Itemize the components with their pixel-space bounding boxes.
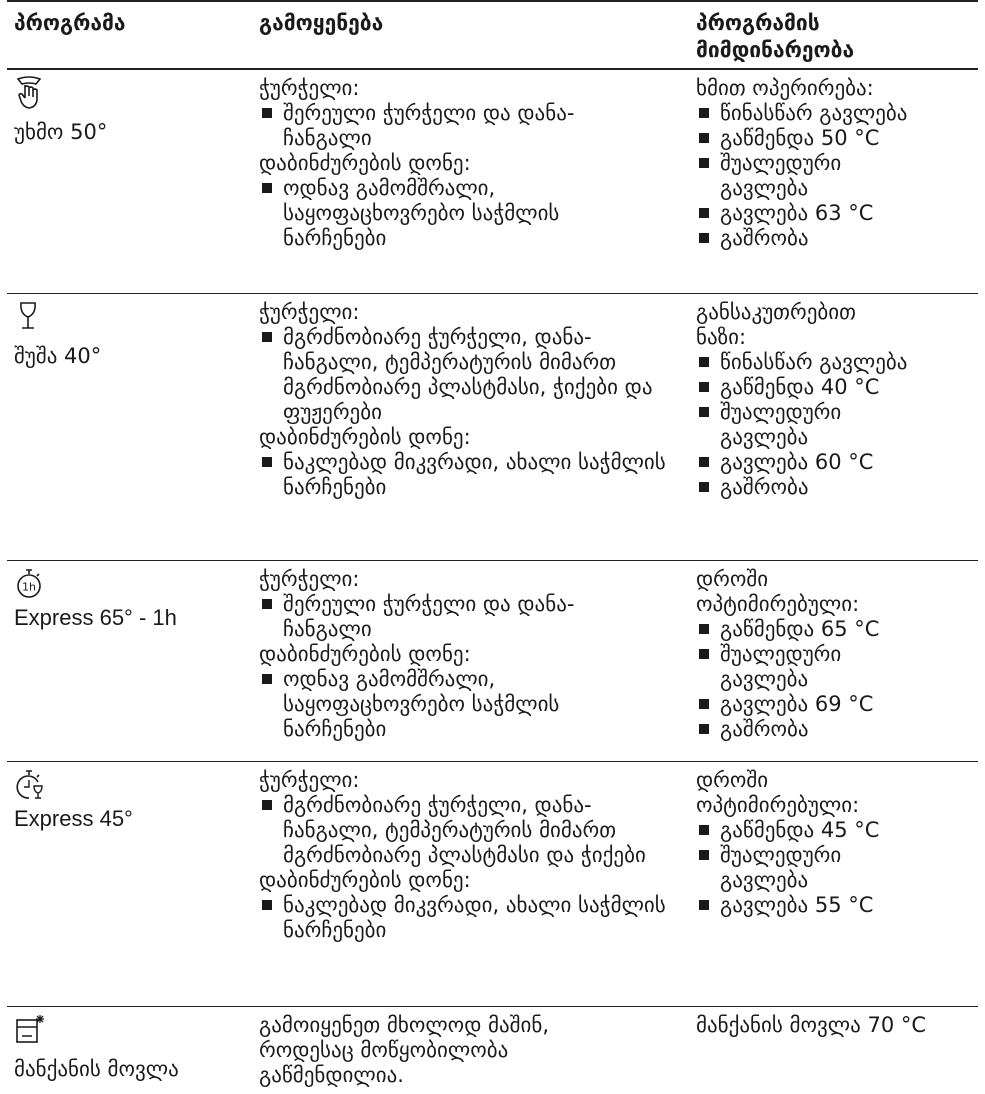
- dishes-item: მგრძნობიარე ჭურჭელი, დანა-ჩანგალი, ტემპერატურის მიმართ მგრძნობიარე პლასტმასი და ჭიქები: [259, 793, 678, 868]
- svg-text:1h: 1h: [22, 580, 36, 593]
- header-usage: გამოყენება: [252, 1, 689, 69]
- process-label: დროში ოპტიმირებული:: [696, 767, 860, 817]
- table-header-row: [7, 1, 978, 69]
- program-name: Express 45°: [14, 805, 133, 831]
- soil-item: ოდნავ გამომშრალი, საყოფაცხოვრებო საჭმლის ნარჩენები: [259, 667, 663, 742]
- program-cell: [7, 560, 252, 761]
- process-text: მანქანის მოვლა 70 °C: [696, 1012, 927, 1037]
- table-row: [7, 69, 978, 293]
- process-step: გავლება 60 °C: [696, 450, 970, 475]
- dishes-item: შერეული ჭურჭელი და დანა-ჩანგალი: [259, 101, 653, 151]
- process-cell: [689, 1006, 978, 1094]
- program-name: Express 65° - 1h: [14, 604, 177, 630]
- process-label: ხმით ოპერირება:: [696, 76, 874, 100]
- soil-label: დაბინძურების დონე:: [259, 867, 471, 892]
- process-cell: [689, 69, 978, 293]
- program-cell: [7, 1006, 252, 1094]
- process-step: შუალედური გავლება: [696, 642, 890, 692]
- dishes-label: ჭურჭელი:: [259, 566, 360, 591]
- process-step: გაშრობა: [696, 475, 970, 500]
- table-row: [7, 560, 978, 761]
- process-step: შუალედური გავლება: [696, 400, 890, 450]
- usage-cell: [252, 293, 689, 560]
- table-row: [7, 761, 978, 1006]
- usage-cell: [252, 69, 689, 293]
- process-step: გავლება 55 °C: [696, 893, 970, 918]
- usage-cell: [252, 560, 689, 761]
- soil-label: დაბინძურების დონე:: [259, 641, 471, 666]
- process-step: წინასწარ გავლება: [696, 350, 970, 375]
- process-step: გავლება 63 °C: [696, 201, 970, 226]
- program-cell: [7, 761, 252, 1006]
- process-step: გაშრობა: [696, 226, 970, 251]
- process-step: შუალედური გავლება: [696, 151, 890, 201]
- dishes-label: ჭურჭელი:: [259, 767, 360, 792]
- process-step: გავლება 69 °C: [696, 692, 970, 717]
- soil-label: დაბინძურების დონე:: [259, 424, 471, 449]
- process-cell: [689, 293, 978, 560]
- usage-cell: [252, 1006, 689, 1094]
- dishes-item: შერეული ჭურჭელი და დანა-ჩანგალი: [259, 592, 653, 642]
- header-program: პროგრამა: [7, 1, 252, 69]
- wine-glass-icon: [14, 300, 244, 334]
- dishes-label: ჭურჭელი:: [259, 76, 360, 100]
- usage-cell: [252, 761, 689, 1006]
- program-cell: [7, 69, 252, 293]
- soil-label: დაბინძურების დონე:: [259, 151, 471, 175]
- process-label: დროში ოპტიმირებული:: [696, 566, 860, 616]
- process-cell: [689, 560, 978, 761]
- process-label: განსაკუთრებით ნაზი:: [696, 299, 856, 349]
- process-cell: [689, 761, 978, 1006]
- program-cell: [7, 293, 252, 560]
- process-step: გაწმენდა 40 °C: [696, 375, 970, 400]
- table-row: [7, 1006, 978, 1094]
- program-name: მანქანის მოვლა: [14, 1056, 179, 1081]
- process-step: შუალედური გავლება: [696, 843, 890, 893]
- process-step: გაწმენდა 65 °C: [696, 617, 970, 642]
- soil-item: ნაკლებად მიკვრადი, ახალი საჭმლის ნარჩენები: [259, 893, 678, 943]
- process-step: გაწმენდა 45 °C: [696, 818, 970, 843]
- machine-care-icon: [14, 1013, 244, 1047]
- dishes-item: მგრძნობიარე ჭურჭელი, დანა-ჩანგალი, ტემპერატურის მიმართ მგრძნობიარე პლასტმასი, ჭიქები და ფუჟერები: [259, 325, 678, 425]
- process-step: გაშრობა: [696, 717, 970, 742]
- stopwatch-1h-icon: [14, 567, 244, 601]
- soil-item: ოდნავ გამომშრალი, საყოფაცხოვრებო საჭმლის ნარჩენები: [259, 176, 663, 251]
- header-process: [689, 1, 978, 69]
- process-step: წინასწარ გავლება: [696, 101, 970, 126]
- program-table: [7, 0, 978, 1094]
- usage-text: გამოიყენეთ მხოლოდ მაშინ, როდესაც მოწყობილობა გაწმენდილია.: [259, 1012, 550, 1087]
- stopwatch-glass-icon: [14, 768, 244, 802]
- header-process-label: პროგრამის მიმდინარეობა: [696, 11, 855, 62]
- hand-wash-icon: [14, 76, 244, 110]
- program-name: უხმო 50°: [14, 120, 108, 144]
- program-name: შუშა 40°: [14, 343, 102, 368]
- soil-item: ნაკლებად მიკვრადი, ახალი საჭმლის ნარჩენები: [259, 450, 678, 500]
- table-row: [7, 293, 978, 560]
- process-step: გაწმენდა 50 °C: [696, 126, 970, 151]
- dishes-label: ჭურჭელი:: [259, 299, 360, 324]
